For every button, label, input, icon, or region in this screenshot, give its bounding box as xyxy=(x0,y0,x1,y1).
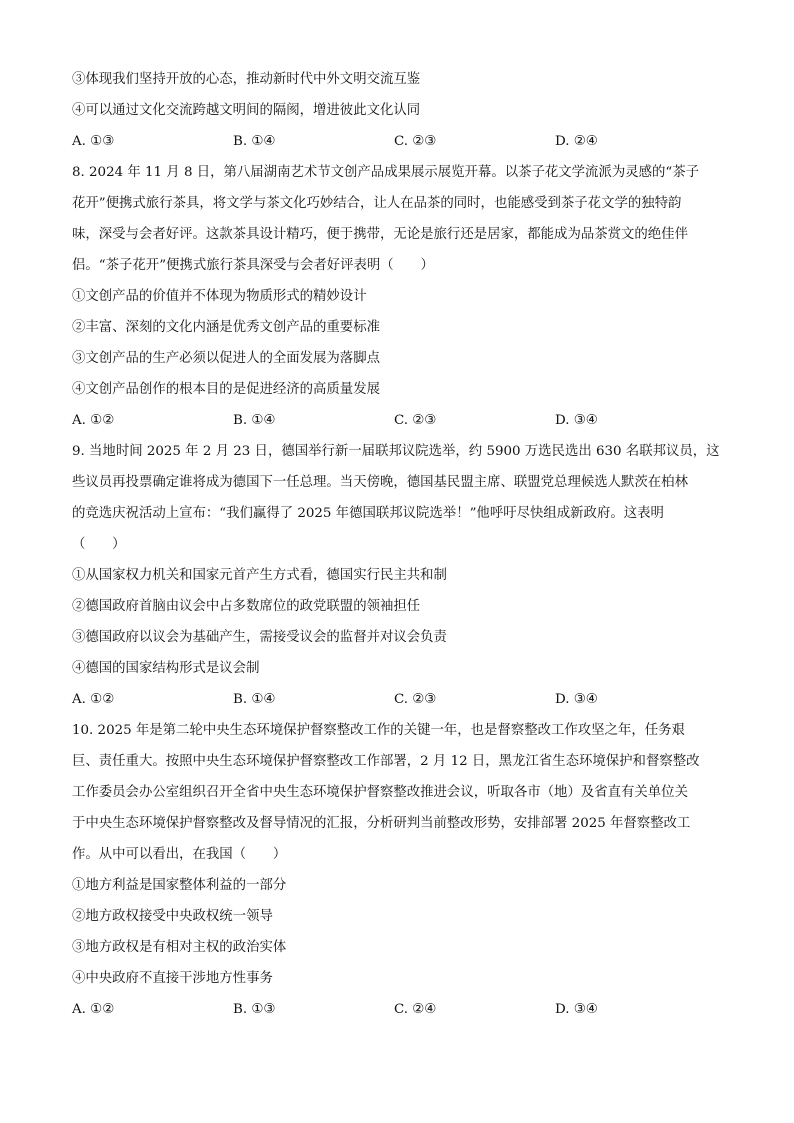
option-c: C. ②③ xyxy=(394,692,437,707)
statement: ③地方政权是有相对主权的政治实体 xyxy=(72,940,287,955)
statement: ①文创产品的价值并不体现为物质形式的精妙设计 xyxy=(72,289,367,304)
option-b: B. ①④ xyxy=(233,134,276,149)
option-d: D. ③④ xyxy=(555,692,598,707)
statement: ④德国的国家结构形式是议会制 xyxy=(72,661,260,676)
answer-options xyxy=(72,684,724,715)
question-9 xyxy=(72,436,724,715)
option-a: A. ①② xyxy=(72,692,115,707)
statement: ④可以通过文化交流跨越文明间的隔阂，增进彼此文化认同 xyxy=(72,103,421,118)
option-b: B. ①③ xyxy=(233,1002,276,1017)
option-a: A. ①③ xyxy=(72,134,115,149)
question-stem-line: （ ） xyxy=(72,537,126,552)
question-stem-line: 的竞选庆祝活动上宣布：“我们赢得了 2025 年德国联邦议院选举！”他呼吁尽快组成新政府。这表明 xyxy=(72,506,664,521)
question-stem-line: 10. 2025 年是第二轮中央生态环境保护督察整改工作的关键一年，也是督察整改工作攻坚之年，任务艰 xyxy=(72,723,685,738)
question-stem-line: 味，深受与会者好评。这款茶具设计精巧，便于携带，无论是旅行还是居家，都能成为品茶赏文的绝佳伴 xyxy=(72,227,688,242)
option-b: B. ①④ xyxy=(233,413,276,428)
option-c: C. ②③ xyxy=(394,134,437,149)
option-c: C. ②③ xyxy=(394,413,437,428)
question-7-continuation xyxy=(72,64,724,157)
question-stem-line: 9. 当地时间 2025 年 2 月 23 日，德国举行新一届联邦议院选举，约 5900 万选民选出 630 名联邦议员，这 xyxy=(72,444,720,459)
question-stem-line: 侣。“茶子花开”便携式旅行茶具深受与会者好评表明（ ） xyxy=(72,258,434,273)
question-stem-line: 作。从中可以看出，在我国（ ） xyxy=(72,847,287,862)
statement: ③文创产品的生产必须以促进人的全面发展为落脚点 xyxy=(72,351,380,366)
question-stem-line: 8. 2024 年 11 月 8 日，第八届湖南艺术节文创产品成果展示展览开幕。以茶子花文学流派为灵感的“茶子 xyxy=(72,165,700,180)
statement: ②地方政权接受中央政权统一领导 xyxy=(72,909,273,924)
option-d: D. ②④ xyxy=(555,134,598,149)
answer-options xyxy=(72,405,724,436)
option-a: A. ①② xyxy=(72,1002,115,1017)
question-stem-line: 于中央生态环境保护督察整改及督导情况的汇报，分析研判当前整改形势，安排部署 2025 年督察整改工 xyxy=(72,816,691,831)
question-10 xyxy=(72,715,724,1025)
statement: ①地方利益是国家整体利益的一部分 xyxy=(72,878,287,893)
question-8 xyxy=(72,157,724,436)
option-d: D. ③④ xyxy=(555,413,598,428)
question-stem-line: 花开”便携式旅行茶具，将文学与茶文化巧妙结合，让人在品茶的同时，也能感受到茶子花文学的独特韵 xyxy=(72,196,682,211)
statement: ③德国政府以议会为基础产生，需接受议会的监督并对议会负责 xyxy=(72,630,447,645)
statement: ①从国家权力机关和国家元首产生方式看，德国实行民主共和制 xyxy=(72,568,447,583)
option-d: D. ③④ xyxy=(555,1002,598,1017)
statement: ③体现我们坚持开放的心态，推动新时代中外文明交流互鉴 xyxy=(72,72,421,87)
answer-options xyxy=(72,994,724,1025)
statement: ②德国政府首脑由议会中占多数席位的政党联盟的领袖担任 xyxy=(72,599,421,614)
statement: ④文创产品创作的根本目的是促进经济的高质量发展 xyxy=(72,382,380,397)
question-stem-line: 工作委员会办公室组织召开全省中央生态环境保护督察整改推进会议，听取各市（地）及省直有关单位关 xyxy=(72,785,688,800)
option-a: A. ①② xyxy=(72,413,115,428)
statement: ②丰富、深刻的文化内涵是优秀文创产品的重要标准 xyxy=(72,320,380,335)
question-stem-line: 些议员再投票确定谁将成为德国下一任总理。当天傍晚，德国基民盟主席、联盟党总理候选人默茨在柏林 xyxy=(72,475,688,490)
statement: ④中央政府不直接干涉地方性事务 xyxy=(72,971,273,986)
option-c: C. ②④ xyxy=(394,1002,437,1017)
option-b: B. ①④ xyxy=(233,692,276,707)
exam-page xyxy=(72,64,724,1025)
question-stem-line: 巨、责任重大。按照中央生态环境保护督察整改工作部署，2 月 12 日，黑龙江省生态环境保护和督察整改 xyxy=(72,754,700,769)
answer-options xyxy=(72,126,724,157)
